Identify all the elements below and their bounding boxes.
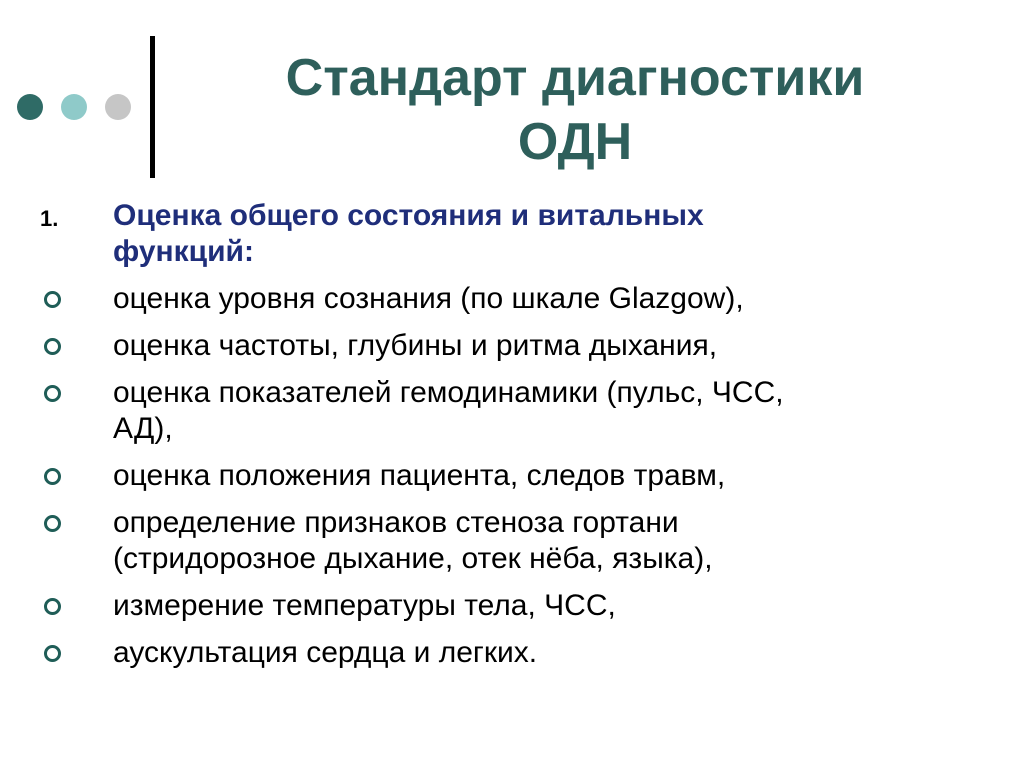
list-item-text: аускультация сердца и легких. [113,636,538,669]
circle-bullet-icon [44,598,61,615]
title-divider-line [150,36,155,178]
list-item-text: оценка частоты, глубины и ритма дыхания, [113,329,718,362]
numbered-item-text-line-2: функций: [113,235,254,268]
circle-bullet-icon [44,385,61,402]
list-item-text: оценка уровня сознания (по шкале Glazgow), [113,282,744,315]
list-item [0,505,1024,577]
slide-title-line-2: ОДН [517,113,633,171]
decorative-dot-light [61,94,87,120]
list-item [0,328,1024,364]
circle-bullet-icon [44,291,61,308]
list-item [0,458,1024,494]
slide-title [175,46,975,174]
numbered-item [0,198,1024,270]
list-item-text-line-1: оценка показателей гемодинамики (пульс, ЧСС, [113,376,784,409]
circle-bullet-icon [44,515,61,532]
list-item-text-line-1: определение признаков стеноза гортани [113,506,679,539]
circle-bullet-icon [44,468,61,485]
decorative-dot-gray [105,94,131,120]
decorative-dot-dark [17,94,43,120]
list-item-text-line-2: (стридорозное дыхание, отек нёба, языка), [113,542,713,575]
list-item-text: измерение температуры тела, ЧСС, [113,589,616,622]
list-item [0,588,1024,624]
slide-title-line-1: Стандарт диагностики [285,49,865,107]
list-item [0,281,1024,317]
list-item [0,375,1024,447]
list-item-text-line-2: АД), [113,412,173,445]
list-item-text: оценка положения пациента, следов травм, [113,459,726,492]
list-item [0,635,1024,671]
circle-bullet-icon [44,645,61,662]
circle-bullet-icon [44,338,61,355]
item-number: 1. [40,206,59,231]
slide-content [0,198,1024,682]
numbered-item-text-line-1: Оценка общего состояния и витальных [113,199,704,232]
